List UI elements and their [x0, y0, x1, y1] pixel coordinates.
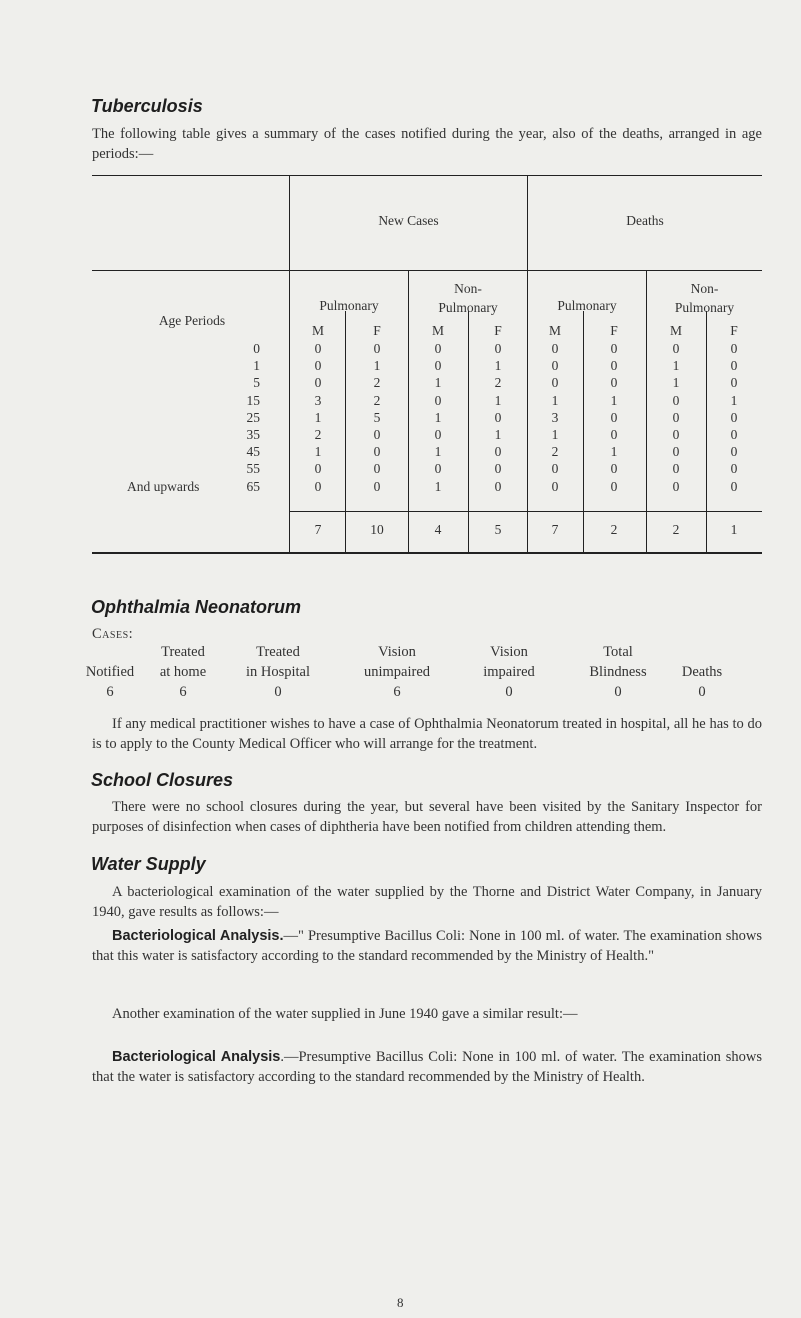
school-heading: School Closures [91, 770, 234, 790]
total-cell: 4 [434, 522, 442, 537]
table-cell: 1 [434, 375, 442, 391]
water-p2-label: Bacteriological Analysis. [112, 928, 284, 944]
table-cell: 0 [434, 427, 442, 442]
ophthalmia-heading: Ophthalmia Neonatorum [91, 597, 302, 617]
table-cell: 0 [730, 427, 738, 442]
age-period: 5 [253, 375, 260, 391]
table-cell: 0 [551, 341, 559, 356]
table-cell: 0 [494, 461, 502, 477]
ophthalmia-header: Blindness [589, 664, 647, 680]
table-cell: 0 [610, 341, 618, 356]
table-cell: 0 [434, 392, 442, 408]
header-deaths: Deaths [626, 213, 664, 228]
header-age-periods: Age Periods [158, 313, 226, 328]
water-p3: Another examination of the water supplied in June 1940 gave a similar result:— [112, 1006, 578, 1022]
water-p4-label: Bacteriological Analysis [112, 1049, 281, 1065]
table-cell: 2 [314, 427, 322, 442]
subheader-new-non-pulmonary: Non- Pulmonary [438, 281, 498, 315]
age-period: 35 [246, 427, 260, 442]
ophthalmia-header: in Hospital [245, 664, 311, 680]
ophthalmia-header: Notified [85, 664, 135, 680]
table-cell: 0 [494, 341, 502, 356]
water-p2-text: —" Presumptive Bacillus Coli: None in 100 ml. of water. The examination shows that this water is satisfactory according to the standard recommended by the Ministry of Health." [92, 928, 762, 964]
table-cell: 1 [730, 392, 738, 408]
table-cell: 0 [434, 358, 442, 374]
header-new-cases: New Cases [378, 213, 439, 228]
total-cell: 2 [610, 522, 618, 537]
table-cell: 1 [434, 478, 442, 494]
table-cell: 2 [494, 375, 502, 391]
table-cell: 0 [610, 427, 618, 442]
table-cell: 0 [610, 375, 618, 391]
total-cell: 1 [730, 522, 738, 537]
ophthalmia-value: 0 [698, 684, 706, 700]
age-period: 1 [253, 358, 260, 374]
water-p2 [92, 926, 762, 966]
table-cell: 0 [494, 409, 502, 425]
table-cell: 0 [373, 478, 381, 494]
ophthalmia-value: 0 [274, 684, 282, 700]
table-cell: 0 [494, 444, 502, 460]
sex-header: M [431, 323, 444, 338]
ophthalmia-value: 0 [505, 684, 513, 700]
total-cell: 2 [672, 522, 680, 537]
table-cell: 0 [314, 375, 322, 391]
sex-header: M [669, 323, 682, 338]
table-cell: 0 [672, 444, 680, 460]
sex-header: F [610, 323, 618, 338]
water-p4-text: .—Presumptive Bacillus Coli: None in 100 ml. of water. The examination shows that the water is satisfactory according to the standard recommended by the Ministry of Health. [92, 1049, 762, 1085]
table-cell: 0 [610, 478, 618, 494]
age-period: 65 [246, 478, 260, 494]
sex-header: F [730, 323, 738, 338]
table-cell: 0 [314, 358, 322, 374]
table-cell: 0 [672, 392, 680, 408]
table-cell: 2 [373, 392, 381, 408]
table-cell: 0 [314, 461, 322, 477]
ophthalmia-header: Vision [378, 644, 416, 660]
water-p4 [92, 1047, 762, 1087]
table-cell: 1 [610, 392, 618, 408]
water-p1: A bacteriological examination of the water supplied by the Thorne and District Water Company, in January 1940, gave results as follows:— [92, 884, 762, 920]
table-cell: 3 [314, 392, 322, 408]
table-cell: 1 [314, 409, 322, 425]
table-cell: 0 [314, 341, 322, 356]
age-period: 25 [246, 409, 260, 425]
table-cell: 0 [730, 358, 738, 374]
ophthalmia-header: Deaths [681, 664, 723, 680]
table-cell: 0 [494, 478, 502, 494]
table-cell: 1 [434, 444, 442, 460]
table-cell: 0 [373, 461, 381, 477]
table-cell: 0 [730, 444, 738, 460]
table-cell: 1 [373, 358, 381, 374]
total-cell: 10 [370, 522, 384, 537]
age-period: 0 [253, 341, 260, 356]
ophthalmia-note: If any medical practitioner wishes to have a case of Ophthalmia Neonatorum treated in hospital, all he has to do is to apply to the County Medical Officer who will arrange for the treatment. [92, 716, 762, 752]
sex-header: F [373, 323, 381, 338]
table-cell: 0 [610, 409, 618, 425]
table-cell: 2 [373, 375, 381, 391]
ophthalmia-cases-label: Cases: [92, 626, 134, 642]
table-cell: 0 [373, 427, 381, 442]
table-cell: 0 [373, 444, 381, 460]
age-period: 45 [246, 444, 260, 460]
ophthalmia-header: Vision [490, 644, 528, 660]
table-cell: 0 [672, 478, 680, 494]
ophthalmia-header: unimpaired [363, 664, 431, 680]
table-cell: 0 [610, 461, 618, 477]
table-cell: 0 [314, 478, 322, 494]
table-cell: 3 [551, 409, 559, 425]
age-row-label: And upwards [127, 478, 200, 494]
subheader-new-pulmonary: Pulmonary [319, 298, 379, 313]
table-cell: 0 [730, 409, 738, 425]
table-cell: 0 [672, 341, 680, 356]
total-cell: 7 [551, 522, 559, 537]
table-cell: 1 [551, 427, 559, 442]
ophthalmia-header: Total [603, 644, 633, 660]
table-cell: 0 [373, 341, 381, 356]
table-cell: 0 [551, 358, 559, 374]
table-cell: 0 [551, 375, 559, 391]
table-cell: 0 [434, 461, 442, 477]
table-cell: 0 [730, 375, 738, 391]
table-cell: 0 [551, 461, 559, 477]
ophthalmia-value: 0 [614, 684, 622, 700]
ophthalmia-value: 6 [393, 684, 401, 700]
tuberculosis-heading: Tuberculosis [91, 96, 203, 116]
water-heading: Water Supply [91, 854, 206, 874]
table-cell: 0 [672, 427, 680, 442]
tuberculosis-table [92, 175, 762, 555]
age-period: 55 [246, 461, 260, 477]
subheader-deaths-pulmonary: Pulmonary [557, 298, 617, 313]
ophthalmia-header: Treated [161, 644, 205, 660]
sex-header: M [311, 323, 324, 338]
ophthalmia-value: 6 [106, 684, 114, 700]
table-cell: 2 [551, 444, 559, 460]
total-cell: 7 [314, 522, 322, 537]
table-cell: 0 [434, 341, 442, 356]
sex-header: F [494, 323, 502, 338]
table-cell: 1 [314, 444, 322, 460]
table-cell: 0 [730, 478, 738, 494]
ophthalmia-header: Treated [256, 644, 300, 660]
table-cell: 0 [730, 341, 738, 356]
ophthalmia-value: 6 [179, 684, 187, 700]
tuberculosis-intro: The following table gives a summary of the cases notified during the year, also of the deaths, arranged in age periods:— [92, 126, 762, 162]
table-cell: 1 [672, 375, 680, 391]
table-cell: 1 [434, 409, 442, 425]
total-cell: 5 [494, 522, 502, 537]
ophthalmia-header: at home [159, 664, 207, 680]
table-cell: 0 [551, 478, 559, 494]
sex-header: M [548, 323, 561, 338]
table-cell: 1 [610, 444, 618, 460]
table-cell: 0 [672, 461, 680, 477]
table-cell: 1 [551, 392, 559, 408]
ophthalmia-header: impaired [483, 664, 535, 680]
subheader-deaths-non-pulmonary: Non- Pulmonary [674, 281, 735, 315]
table-cell: 5 [373, 409, 381, 425]
table-cell: 0 [610, 358, 618, 374]
table-cell: 1 [494, 427, 502, 442]
table-cell: 1 [672, 358, 680, 374]
table-cell: 1 [494, 358, 502, 374]
table-cell: 0 [730, 461, 738, 477]
table-cell: 1 [494, 392, 502, 408]
table-cell: 0 [672, 409, 680, 425]
age-period: 15 [246, 392, 260, 408]
school-text: There were no school closures during the year, but several have been visited by the Sanitary Inspector for purposes of disinfection when cases of diphtheria have been notified from children attending them. [92, 799, 762, 835]
page-number: 8 [397, 1295, 404, 1310]
